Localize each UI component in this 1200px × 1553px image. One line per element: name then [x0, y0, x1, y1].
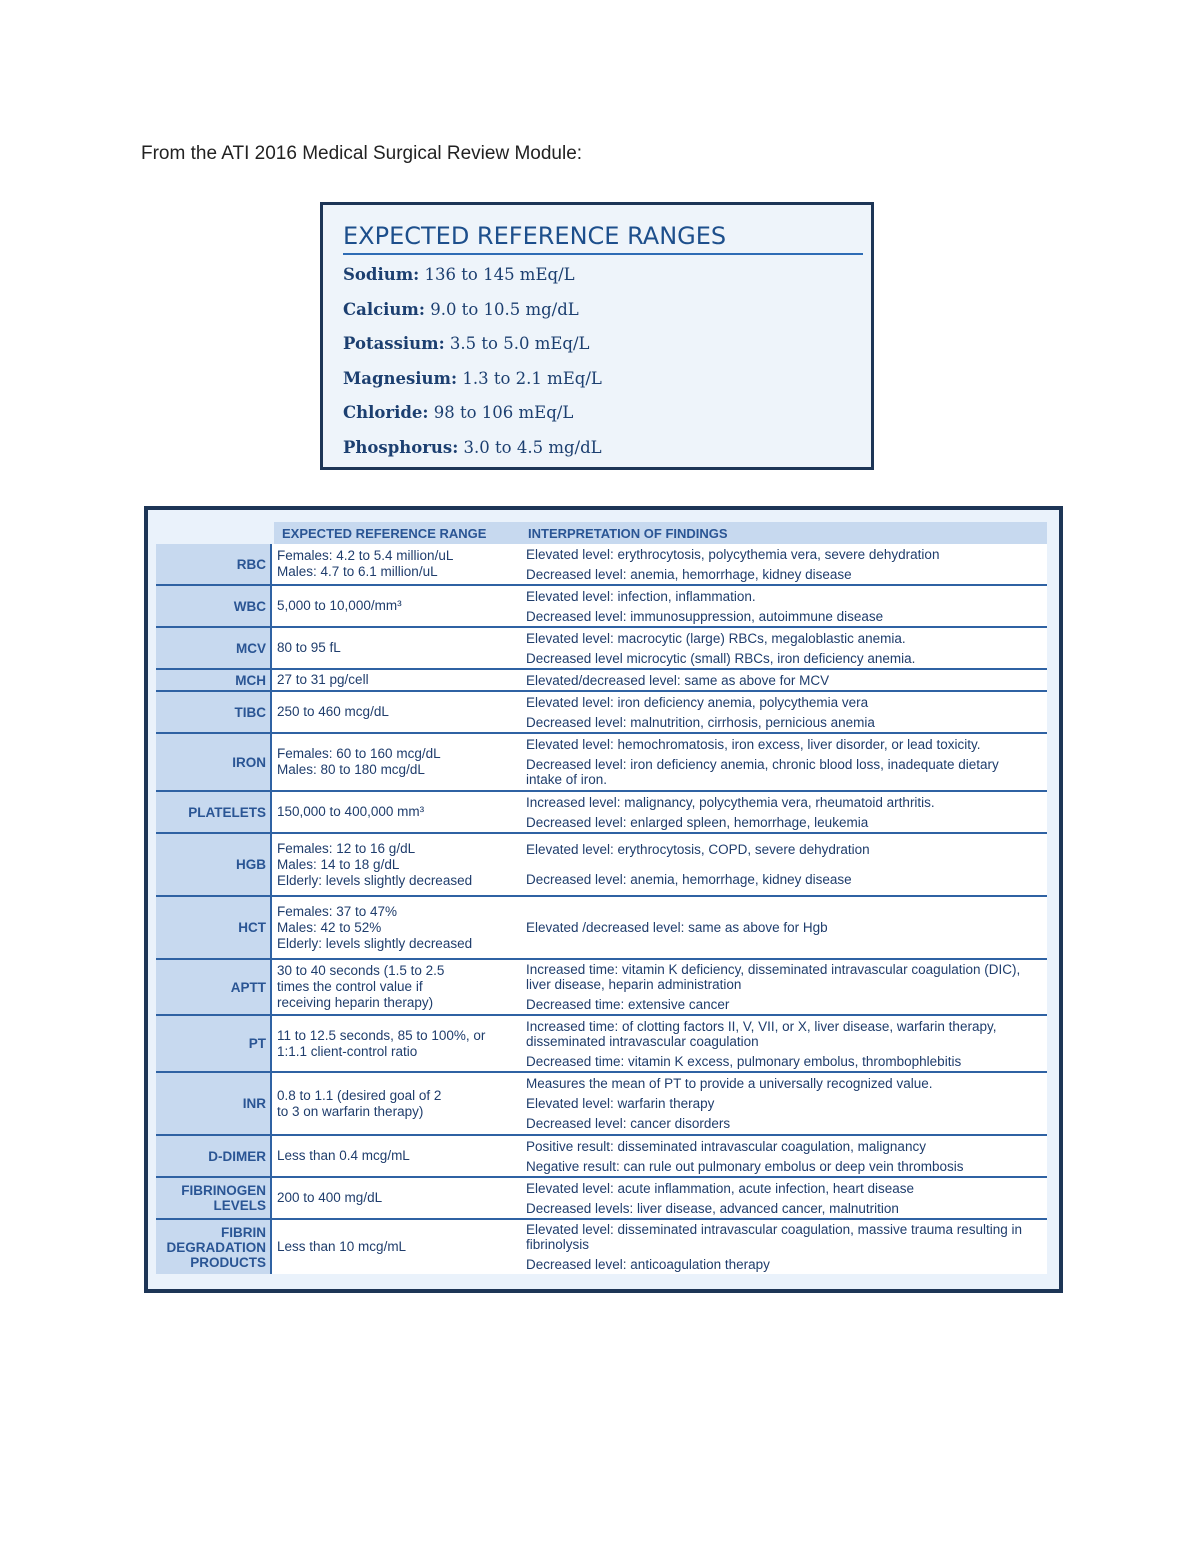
table-row	[156, 692, 1047, 734]
interpretation-line: Decreased level: iron deficiency anemia, chronic blood loss, inadequate dietary intake of iron.	[526, 757, 999, 788]
table-row	[156, 544, 1047, 586]
electrolyte-range: 136 to 145 mEq/L	[419, 265, 575, 284]
table-row	[156, 960, 1047, 1016]
interpretation-line: Decreased level: malnutrition, cirrhosis, pernicious anemia	[526, 714, 875, 730]
table-row	[156, 897, 1047, 960]
interpretation-line: Increased level: malignancy, polycythemia vera, rheumatoid arthritis.	[526, 794, 935, 810]
electrolyte-row	[343, 300, 863, 335]
table-row	[156, 734, 1047, 792]
interpretation	[518, 544, 1047, 584]
reference-range	[272, 1178, 518, 1218]
reference-range	[272, 897, 518, 958]
interpretation	[518, 1136, 1047, 1176]
interpretation-line: Increased time: vitamin K deficiency, disseminated intravascular coagulation (DIC), liver disease, heparin administration	[526, 962, 1021, 993]
reference-range	[272, 692, 518, 732]
range-line: Males: 4.7 to 6.1 million/uL	[277, 564, 438, 579]
range-line: Females: 60 to 160 mcg/dL	[277, 746, 441, 761]
table-row	[156, 1016, 1047, 1073]
range-line: Females: 12 to 16 g/dL	[277, 840, 416, 856]
range-line: 30 to 40 seconds (1.5 to 2.5 times the control value if receiving heparin therapy)	[277, 963, 445, 1010]
test-name: PLATELETS	[156, 792, 272, 832]
test-name: MCV	[156, 628, 272, 668]
electrolyte-row	[343, 265, 863, 300]
table-row	[156, 1073, 1047, 1136]
interpretation-line: Elevated level: macrocytic (large) RBCs, megaloblastic anemia.	[526, 630, 906, 646]
electrolyte-range: 1.3 to 2.1 mEq/L	[457, 368, 602, 388]
test-name: HGB	[156, 834, 272, 895]
interpretation-line: Decreased time: extensive cancer	[526, 996, 730, 1012]
test-name: TIBC	[156, 692, 272, 732]
interpretation	[518, 1073, 1047, 1134]
reference-range	[272, 1016, 518, 1071]
range-line: 27 to 31 pg/cell	[277, 672, 369, 687]
intro-text: From the ATI 2016 Medical Surgical Review Module:	[141, 143, 583, 164]
interpretation-line: Elevated level: erythrocytosis, polycythemia vera, severe dehydration	[526, 546, 940, 562]
electrolyte-range: 3.0 to 4.5 mg/dL	[458, 437, 602, 457]
table-body	[156, 544, 1047, 1274]
reference-range	[272, 670, 518, 690]
range-line: 150,000 to 400,000 mm³	[277, 804, 425, 819]
electrolyte-range: 98 to 106 mEq/L	[428, 403, 574, 423]
range-line: 0.8 to 1.1 (desired goal of 2 to 3 on warfarin therapy)	[277, 1087, 442, 1119]
test-name: RBC	[156, 544, 272, 584]
interpretation-line: Decreased level: anemia, hemorrhage, kidney disease	[526, 566, 852, 582]
range-line: 80 to 95 fL	[277, 640, 341, 655]
interpretation-line: Positive result: disseminated intravascular coagulation, malignancy	[526, 1138, 926, 1154]
range-line: Females: 37 to 47%	[277, 903, 398, 919]
lab-values-table	[144, 506, 1063, 1293]
reference-range	[272, 960, 518, 1014]
interpretation-line: Decreased level: anticoagulation therapy	[526, 1256, 770, 1272]
test-name: PT	[156, 1016, 272, 1071]
interpretation-line: Negative result: can rule out pulmonary embolus or deep vein thrombosis	[526, 1158, 964, 1174]
interpretation	[518, 1016, 1047, 1071]
interpretation-line: Increased time: of clotting factors II, V, VII, or X, liver disease, warfarin therapy, disseminated intravascular coagulation	[526, 1018, 997, 1049]
test-name: FIBRIN DEGRADATION PRODUCTS	[156, 1220, 272, 1274]
reference-range	[272, 834, 518, 895]
test-name: HCT	[156, 897, 272, 958]
table-row	[156, 1220, 1047, 1274]
table-header	[274, 522, 1047, 544]
reference-range	[272, 792, 518, 832]
test-name: MCH	[156, 670, 272, 690]
electrolyte-row	[343, 334, 863, 369]
reference-range	[272, 544, 518, 584]
reference-range	[272, 1220, 518, 1274]
interpretation	[518, 1220, 1047, 1274]
test-name: IRON	[156, 734, 272, 790]
range-line: 5,000 to 10,000/mm³	[277, 598, 402, 613]
interpretation-line: Measures the mean of PT to provide a universally recognized value.	[526, 1075, 933, 1091]
electrolyte-name: Sodium:	[343, 265, 420, 284]
interpretation-line: Elevated level: acute inflammation, acute infection, heart disease	[526, 1180, 914, 1196]
range-line: Males: 42 to 52%	[277, 919, 382, 935]
interpretation-line: Decreased level microcytic (small) RBCs, iron deficiency anemia.	[526, 650, 916, 666]
header-interpretation: INTERPRETATION OF FINDINGS	[528, 526, 728, 541]
interpretation-line: Decreased time: vitamin K excess, pulmonary embolus, thrombophlebitis	[526, 1053, 962, 1069]
range-line: Elderly: levels slightly decreased	[277, 872, 473, 888]
electrolyte-ranges-box	[320, 202, 874, 470]
interpretation-line: Elevated level: warfarin therapy	[526, 1095, 715, 1111]
test-name: D-DIMER	[156, 1136, 272, 1176]
electrolyte-row	[343, 403, 863, 438]
range-line: Less than 10 mcg/mL	[277, 1239, 407, 1254]
interpretation	[518, 897, 1047, 958]
test-name: APTT	[156, 960, 272, 1014]
electrolyte-ranges-title: EXPECTED REFERENCE RANGES	[343, 222, 863, 255]
interpretation-line: Elevated level: erythrocytosis, COPD, severe dehydration	[526, 841, 870, 857]
range-line: Males: 14 to 18 g/dL	[277, 856, 400, 872]
interpretation-line: Decreased levels: liver disease, advanced cancer, malnutrition	[526, 1200, 899, 1216]
table-row	[156, 1178, 1047, 1220]
interpretation-line: Elevated /decreased level: same as above for Hgb	[526, 920, 828, 935]
interpretation	[518, 960, 1047, 1014]
interpretation-line: Elevated level: infection, inflammation.	[526, 588, 756, 604]
interpretation-line: Decreased level: cancer disorders	[526, 1116, 731, 1132]
interpretation-line: Elevated level: disseminated intravascular coagulation, massive trauma resulting in fibrinolysis	[526, 1222, 1022, 1253]
reference-range	[272, 734, 518, 790]
electrolyte-range: 9.0 to 10.5 mg/dL	[424, 299, 579, 319]
table-row	[156, 670, 1047, 692]
table-row	[156, 586, 1047, 628]
table-row	[156, 628, 1047, 670]
range-line: Elderly: levels slightly decreased	[277, 935, 473, 951]
electrolyte-row	[343, 438, 863, 473]
range-line: Females: 4.2 to 5.4 million/uL	[277, 548, 454, 563]
electrolyte-ranges-list	[343, 265, 863, 473]
range-line: Less than 0.4 mcg/mL	[277, 1148, 410, 1163]
table-row	[156, 792, 1047, 834]
range-line: 250 to 460 mcg/dL	[277, 704, 389, 719]
interpretation	[518, 670, 1047, 690]
interpretation	[518, 834, 1047, 895]
interpretation-line: Decreased level: immunosuppression, autoimmune disease	[526, 608, 884, 624]
table-row	[156, 1136, 1047, 1178]
interpretation	[518, 1178, 1047, 1218]
interpretation	[518, 628, 1047, 668]
header-range: EXPECTED REFERENCE RANGE	[282, 526, 487, 541]
reference-range	[272, 1136, 518, 1176]
electrolyte-name: Chloride:	[343, 403, 429, 423]
range-line: Males: 80 to 180 mcg/dL	[277, 762, 425, 777]
interpretation	[518, 734, 1047, 790]
test-name: FIBRINOGEN LEVELS	[156, 1178, 272, 1218]
electrolyte-name: Magnesium:	[343, 368, 458, 388]
test-name: WBC	[156, 586, 272, 626]
interpretation	[518, 792, 1047, 832]
electrolyte-range: 3.5 to 5.0 mEq/L	[444, 334, 590, 354]
interpretation	[518, 586, 1047, 626]
reference-range	[272, 628, 518, 668]
electrolyte-name: Phosphorus:	[343, 437, 459, 457]
test-name: INR	[156, 1073, 272, 1134]
interpretation-line: Elevated level: iron deficiency anemia, polycythemia vera	[526, 694, 869, 710]
range-line: 11 to 12.5 seconds, 85 to 100%, or 1:1.1 client-control ratio	[277, 1027, 486, 1059]
reference-range	[272, 586, 518, 626]
electrolyte-name: Potassium:	[343, 334, 445, 354]
electrolyte-name: Calcium:	[343, 299, 425, 319]
electrolyte-row	[343, 369, 863, 404]
interpretation-line: Elevated/decreased level: same as above for MCV	[526, 672, 830, 688]
interpretation-line: Decreased level: anemia, hemorrhage, kidney disease	[526, 872, 852, 888]
interpretation-line: Decreased level: enlarged spleen, hemorrhage, leukemia	[526, 814, 869, 830]
interpretation	[518, 692, 1047, 732]
range-line: 200 to 400 mg/dL	[277, 1190, 383, 1205]
table-row	[156, 834, 1047, 897]
reference-range	[272, 1073, 518, 1134]
interpretation-line: Elevated level: hemochromatosis, iron excess, liver disorder, or lead toxicity.	[526, 736, 981, 752]
